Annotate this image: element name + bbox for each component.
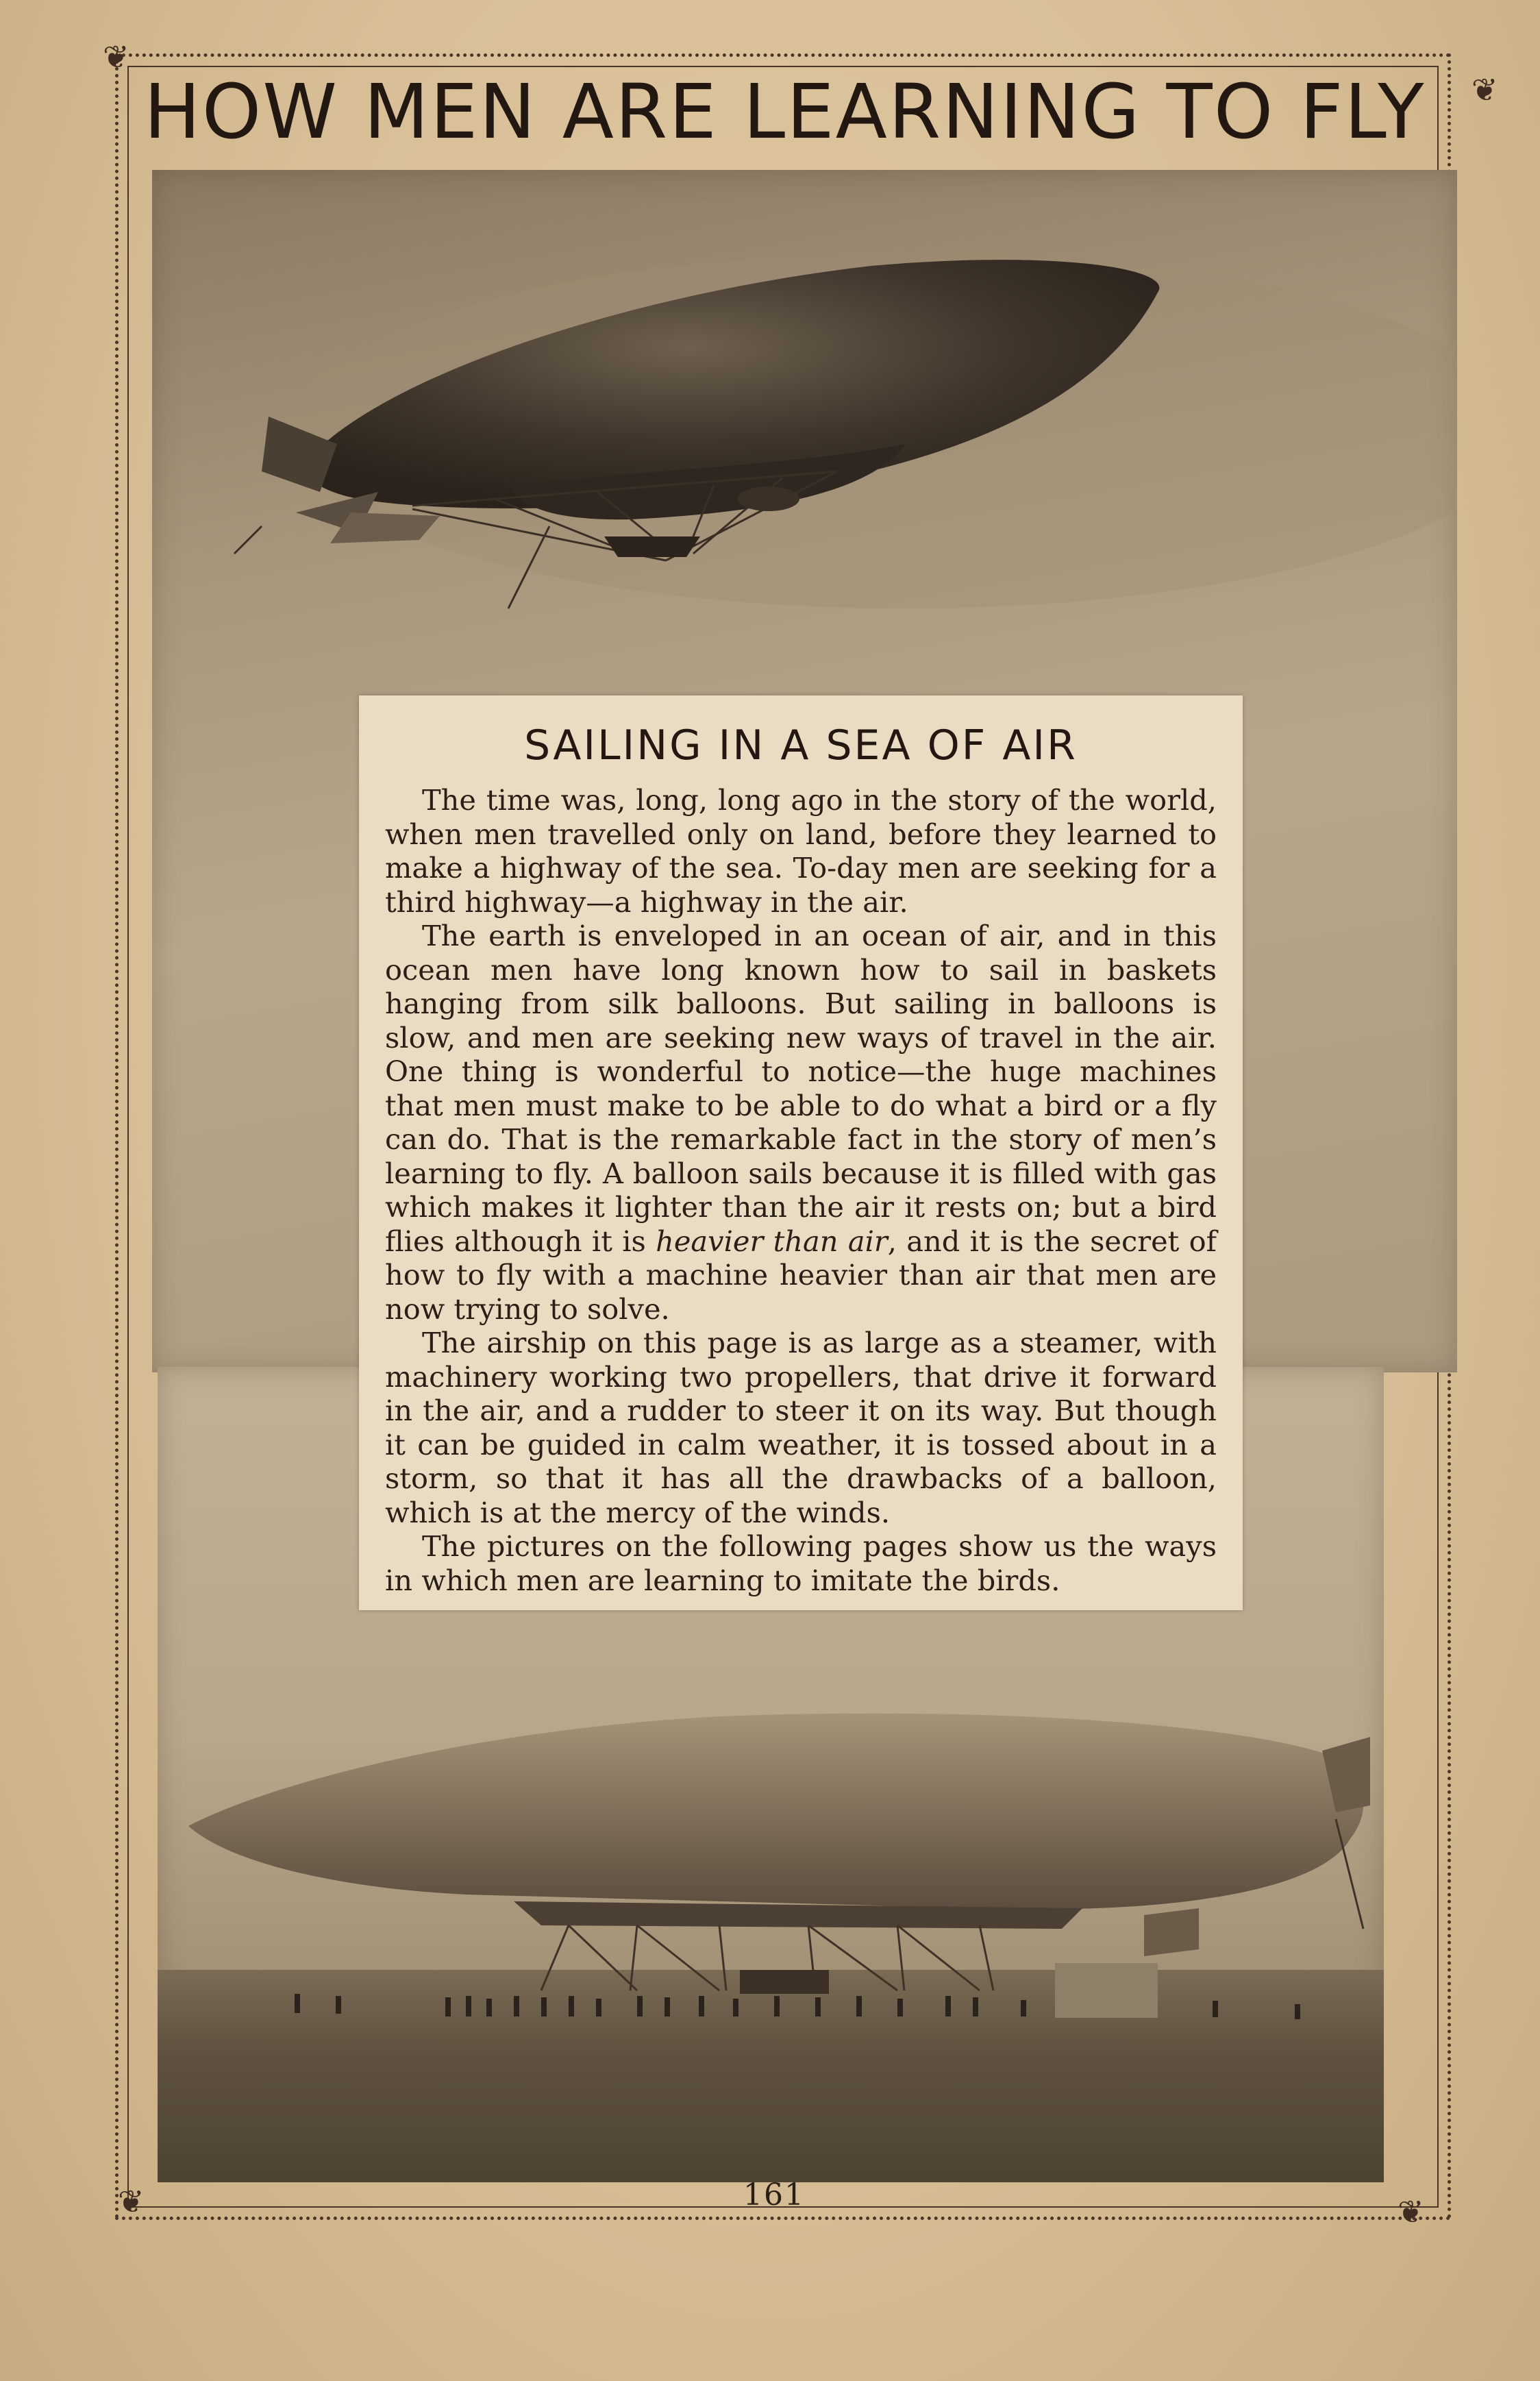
fleuron-icon: ❦	[1471, 71, 1498, 108]
page-title: HOW MEN ARE LEARNING TO FLY	[144, 68, 1426, 156]
page-number: 161	[743, 2178, 805, 2212]
article-paragraph-2	[385, 919, 1217, 1326]
fleuron-icon: ❦	[118, 2183, 145, 2220]
article-paragraph-4: The pictures on the following pages show us the ways in which men are learning to imitate the birds.	[385, 1529, 1217, 1597]
article-text-panel	[359, 695, 1243, 1610]
article-paragraph-2-emphasis: heavier than air	[656, 1224, 888, 1258]
article-heading: SAILING IN A SEA OF AIR	[524, 721, 1078, 769]
fleuron-icon: ❦	[103, 38, 129, 75]
article-paragraph-3: The airship on this page is as large as a steamer, with machinery working two propellers, that drive it forward in the air, and a rudder to steer it on its way. But though it can be guided in calm weather, it is tossed about in a storm, so that it has all the drawbacks of a balloon, which is at the mercy of the winds.	[385, 1326, 1217, 1529]
article-paragraph-2-text-b: , and it is the secret of how to fly with a machine heavier than air that men are now trying to solve.	[385, 1224, 1217, 1326]
article-paragraph-2-text-a: The earth is enveloped in an ocean of air, and in this ocean men have long known how to sail in baskets hanging from silk balloons. But sailing in balloons is slow, and men are seeking new ways of travel in the air. One thing is wonderful to notice—the huge machines that men must make to be able to do what a bird or a fly can do. That is the remarkable fact in the story of men’s learning to fly. A balloon sails because it is filled with gas which makes it lighter than the air it rests on; but a bird flies although it is	[385, 919, 1217, 1258]
fleuron-icon: ❦	[1398, 2193, 1424, 2230]
article-paragraph-1: The time was, long, long ago in the story of the world, when men travelled only on land, before they learned to make a highway of the sea. To-day men are seeking for a third highway—a highway in the air.	[385, 783, 1217, 919]
